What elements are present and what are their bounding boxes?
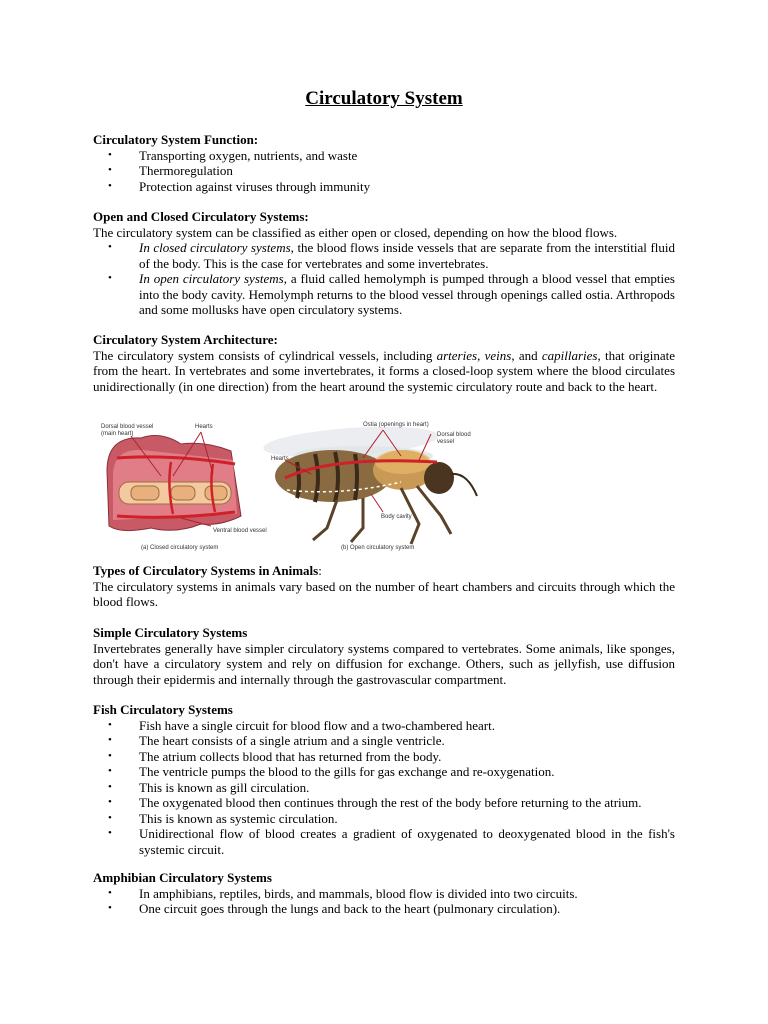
bullet-icon: •: [108, 148, 112, 161]
list-item: • Fish have a single circuit for blood flow and a two-chambered heart.: [108, 717, 495, 733]
section-heading: Simple Circulatory Systems: [93, 625, 248, 640]
label-dorsal-open: Dorsal blood: [437, 432, 471, 438]
circulatory-figure: [101, 416, 511, 556]
list-item: • Transporting oxygen, nutrients, and waste: [108, 147, 358, 163]
bullet-icon: •: [108, 179, 112, 192]
section-amphibian: [93, 870, 675, 917]
bullet-icon: •: [108, 886, 112, 899]
label-hearts-open: Hearts: [271, 456, 289, 462]
section-architecture: [93, 332, 675, 394]
paragraph: The circulatory system consists of cylindrical vessels, including arteries, veins, and capillaries, that originate from the heart. In vertebrates and some invertebrates, it forms a closed-loop system where the blood circulates unidirectionally (in one direction) from the heart around the systemic circulatory route and back to the heart.: [93, 347, 675, 394]
paragraph: Invertebrates generally have simpler circulatory systems compared to vertebrates. Some animals, like sponges, don't have a circulatory system and rely on diffusion for exchange. Others, such as jellyfish, use diffusion through their epidermis and internally through the gastrovascular compartment.: [93, 640, 675, 687]
bullet-icon: •: [108, 734, 112, 746]
paragraph: The circulatory system can be classified as either open or closed, depending on how the blood flows.: [93, 224, 618, 240]
caption-open: (b) Open circulatory system: [341, 545, 415, 551]
section-heading: Fish Circulatory Systems: [93, 702, 233, 717]
bullet-icon: •: [108, 765, 112, 777]
section-heading: Amphibian Circulatory Systems: [93, 870, 272, 885]
bullet-icon: •: [108, 902, 112, 914]
bullet-icon: •: [108, 780, 112, 793]
section-heading: Circulatory System Architecture:: [93, 332, 278, 347]
bullet-list: [93, 240, 675, 318]
section-types: [93, 563, 675, 610]
label-ventral-vessel: Ventral blood vessel: [213, 528, 267, 534]
label-dorsal-vessel: Dorsal blood vessel: [101, 424, 154, 430]
list-item: • In open circulatory systems, a fluid called hemolymph is pumped through a blood vessel that empties into the body cavity. Hemolymph returns to the blood vessel through openings called ostia. Arthropods and some mollusks have open circulatory systems.: [108, 271, 675, 317]
bullet-icon: •: [108, 272, 112, 284]
label-main-heart: (main heart): [101, 431, 134, 437]
list-item: • This is known as systemic circulation.: [108, 810, 338, 826]
bullet-icon: •: [108, 718, 112, 731]
bullet-list: [93, 148, 675, 195]
label-hearts-closed: Hearts: [195, 424, 213, 430]
bullet-icon: •: [108, 164, 112, 176]
list-item: • Protection against viruses through immunity: [108, 178, 371, 194]
section-open-closed: [93, 209, 675, 318]
bullet-icon: •: [108, 241, 112, 253]
bullet-icon: •: [108, 749, 112, 762]
caption-closed: (a) Closed circulatory system: [141, 545, 219, 551]
bullet-list: [93, 886, 675, 917]
list-item: • Thermoregulation: [108, 163, 233, 178]
section-heading: Open and Closed Circulatory Systems:: [93, 209, 309, 224]
section-fish: [93, 702, 675, 857]
list-item: • The oxygenated blood then continues through the rest of the body before returning to the atrium.: [108, 795, 642, 810]
bullet-list: [93, 718, 675, 858]
list-item: • The atrium collects blood that has returned from the body.: [108, 748, 442, 764]
section-heading: Circulatory System Function:: [93, 132, 259, 147]
list-item: • The heart consists of a single atrium and a single ventricle.: [108, 733, 445, 748]
list-item: • The ventricle pumps the blood to the gills for gas exchange and re-oxygenation.: [108, 764, 555, 779]
label-dorsal-open-2: vessel: [437, 439, 455, 445]
list-item: • One circuit goes through the lungs and back to the heart (pulmonary circulation).: [108, 901, 561, 916]
figure-illustration: [101, 416, 511, 556]
bullet-icon: •: [108, 796, 112, 808]
label-ostia: Ostia (openings in heart): [363, 422, 429, 428]
bullet-icon: •: [108, 811, 112, 824]
section-heading: Types of Circulatory Systems in Animals:: [93, 563, 322, 578]
closed-system-illustration: [107, 432, 241, 531]
list-item: • This is known as gill circulation.: [108, 779, 310, 795]
list-item: • In closed circulatory systems, the blood flows inside vessels that are separate from the interstitial fluid of the body. This is the case for vertebrates and some invertebrates.: [108, 240, 675, 271]
paragraph: The circulatory systems in animals vary based on the number of heart chambers and circuits through which the blood flows.: [93, 578, 675, 609]
bullet-icon: •: [108, 827, 112, 839]
section-simple: [93, 625, 675, 687]
list-item: • In amphibians, reptiles, birds, and mammals, blood flow is divided into two circuits.: [108, 885, 578, 901]
page-title: Circulatory System: [305, 88, 463, 109]
list-item: • Unidirectional flow of blood creates a gradient of oxygenated to deoxygenated blood in the fish's systemic circuit.: [108, 826, 675, 857]
section-function: [93, 132, 675, 194]
label-body-cavity: Body cavity: [381, 514, 412, 520]
